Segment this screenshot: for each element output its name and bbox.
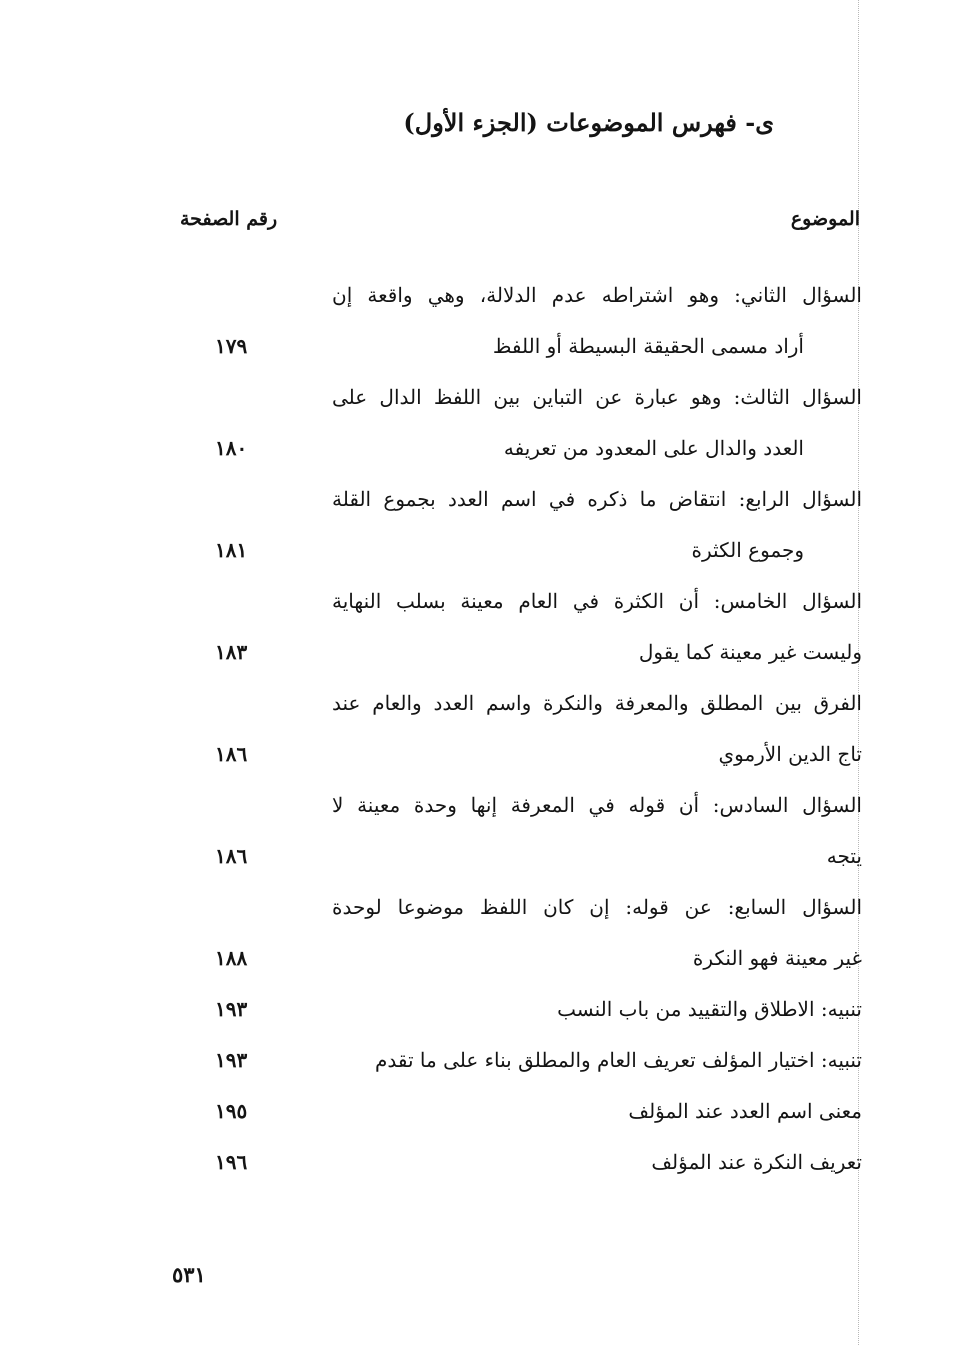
entry-text-line: يتجه (826, 844, 862, 868)
entry-text-line: السؤال الثاني: وهو اشتراطه عدم الدلالة، وهي واقعة إن (332, 283, 862, 307)
page-column-header: رقم الصفحة (180, 208, 278, 230)
entry-page-number: ١٨٣ (215, 640, 248, 664)
page-title: ى- فهرس الموضوعات (الجزء الأول) (403, 108, 774, 137)
toc-entry (0, 372, 954, 474)
toc-entry (0, 474, 954, 576)
page-number: ٥٣١ (172, 1262, 206, 1287)
entry-text-line: السؤال الثالث: وهو عبارة عن التباين بين اللفظ الدال على (332, 385, 862, 409)
toc-entry (0, 576, 954, 678)
toc-entries (0, 270, 954, 1188)
toc-entry (0, 1137, 954, 1188)
entry-text-line: تاج الدين الأرموي (718, 742, 862, 766)
entry-text-line: أراد مسمى الحقيقة البسيطة أو اللفظ (492, 334, 804, 358)
entry-page-number: ١٨٨ (215, 946, 248, 970)
entry-page-number: ١٩٥ (215, 1099, 248, 1123)
entry-page-number: ١٩٣ (215, 997, 248, 1021)
toc-entry (0, 780, 954, 882)
toc-entry (0, 882, 954, 984)
entry-text-line: السؤال الرابع: انتقاض ما ذكره في اسم العدد بجموع القلة (332, 487, 862, 511)
entry-page-number: ١٩٣ (215, 1048, 248, 1072)
entry-page-number: ١٩٦ (215, 1150, 248, 1174)
toc-entry (0, 1086, 954, 1137)
toc-entry (0, 270, 954, 372)
entry-text-line: تنبيه: اختيار المؤلف تعريف العام والمطلق بناء على ما تقدم (374, 1048, 862, 1072)
toc-entry (0, 678, 954, 780)
entry-page-number: ١٨٦ (215, 844, 248, 868)
topic-column-header: الموضوع (790, 208, 860, 230)
entry-text-line: تنبيه: الاطلاق والتقييد من باب النسب (557, 997, 862, 1021)
entry-text-line: وجموع الكثرة (691, 538, 804, 562)
toc-entry (0, 1035, 954, 1086)
entry-text-line: تعريف النكرة عند المؤلف (651, 1150, 862, 1174)
entry-text-line: السؤال السادس: أن قوله في المعرفة إنها وحدة معينة لا (332, 793, 862, 817)
entry-text-line: معنى اسم العدد عند المؤلف (628, 1099, 862, 1123)
entry-page-number: ١٨٠ (215, 436, 248, 460)
toc-entry (0, 984, 954, 1035)
entry-text-line: السؤال الخامس: أن الكثرة في العام معينة بسلب النهاية (332, 589, 862, 613)
entry-text-line: غير معينة فهو النكرة (692, 946, 862, 970)
entry-text-line: الفرق بين المطلق والمعرفة والنكرة واسم العدد والعام عند (332, 691, 862, 715)
entry-text-line: العدد والدال على المعدود من تعريفه (503, 436, 804, 460)
entry-page-number: ١٨١ (215, 538, 248, 562)
entry-page-number: ١٧٩ (215, 334, 248, 358)
entry-text-line: السؤال السابع: عن قوله: إن كان اللفظ موضوعا لوحدة (332, 895, 862, 919)
entry-page-number: ١٨٦ (215, 742, 248, 766)
entry-text-line: وليست غير معينة كما يقول (638, 640, 862, 664)
